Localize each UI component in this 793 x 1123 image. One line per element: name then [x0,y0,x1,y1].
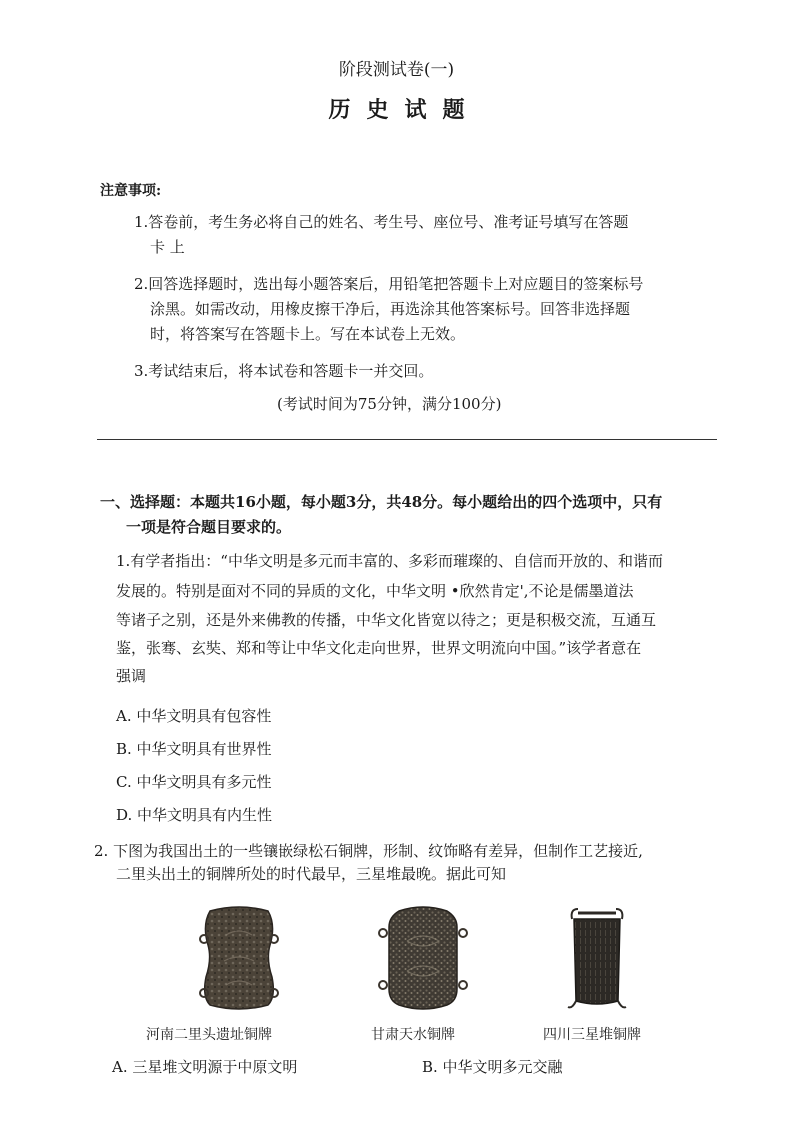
section-1-heading-line-1: 一、选择题：本题共16小题，每小题3分，共48分。每小题给出的四个选项中，只有 [100,493,663,511]
plaque-caption-sanxingdui: 四川三星堆铜牌 [543,1027,641,1043]
erlitou-bronze-plaque-image [196,905,282,1013]
plaque-caption-erlitou: 河南二里头遗址铜牌 [146,1027,272,1043]
notice-item-1-line-1: 1.答卷前，考生务必将自己的姓名、考生号、座位号、准考证号填写在答题 [134,213,629,231]
question-1-line-3: 等诸子之别，还是外来佛教的传播，中华文化皆宽以待之；更是积极交流，互通互 [116,611,657,629]
question-1-line-2: 发展的。特别是面对不同的异质的文化，中华文明 •欣然肯定',不论是儒墨道法 [116,582,634,600]
notice-item-2-line-3: 时，将答案写在答题卡上。写在本试卷上无效。 [150,325,466,343]
notice-item-1-line-2: 卡 上 [150,238,185,256]
question-1-line-4: 鉴，张骞、玄奘、郑和等让中华文化走向世界，世界文明流向中国。”该学者意在 [116,639,642,657]
question-1-option-d: D. 中华文明具有内生性 [116,806,273,824]
question-2-line-1: 2. 下图为我国出土的一些镶嵌绿松石铜牌，形制、纹饰略有差异，但制作工艺接近, [94,842,643,860]
question-1-line-1: 1.有学者指出：“中华文明是多元而丰富的、多彩而璀璨的、自信而开放的、和谐而 [116,552,663,570]
exam-subtitle: 阶段测试卷(一) [338,60,455,80]
tianshui-bronze-plaque-image [377,905,469,1011]
sanxingdui-bronze-plaque-image [564,905,630,1013]
notice-heading: 注意事项: [100,183,162,199]
notice-item-2-line-2: 涂黑。如需改动，用橡皮擦干净后，再选涂其他答案标号。回答非选择题 [150,300,631,318]
exam-title: 历史试题 [328,97,481,123]
question-2-option-a: A. 三星堆文明源于中原文明 [112,1058,298,1076]
plaque-caption-tianshui: 甘肃天水铜牌 [371,1027,455,1043]
section-1-heading-line-2: 一项是符合题目要求的。 [126,518,292,536]
section-divider [97,439,717,440]
question-2-line-2: 二里头出土的铜牌所处的时代最早，三星堆最晚。据此可知 [116,865,507,883]
question-1-option-a: A. 中华文明具有包容性 [116,707,272,725]
notice-item-2-line-1: 2.回答选择题时，选出每小题答案后，用铅笔把答题卡上对应题目的签案标号 [134,275,644,293]
exam-time-note: (考试时间为75分钟，满分100分) [277,395,502,413]
notice-item-3: 3.考试结束后，将本试卷和答题卡一并交回。 [134,362,434,380]
question-1-option-b: B. 中华文明具有世界性 [116,740,272,758]
question-1-option-c: C. 中华文明具有多元性 [116,773,272,791]
question-1-line-5: 强调 [116,667,147,685]
question-2-option-b: B. 中华文明多元交融 [422,1058,563,1076]
